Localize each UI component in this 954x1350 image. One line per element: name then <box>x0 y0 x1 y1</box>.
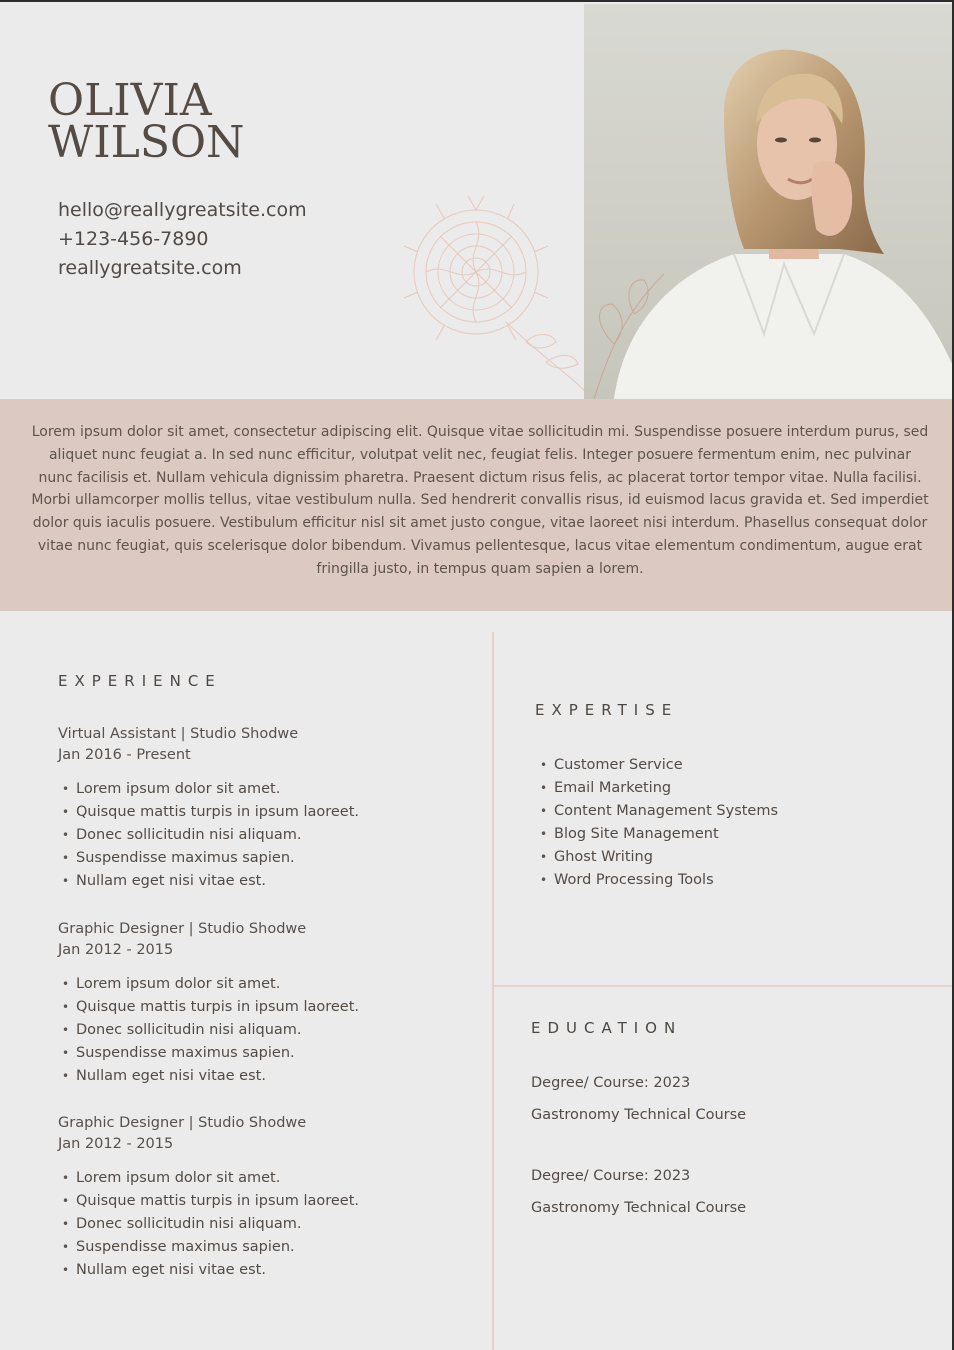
flower-illustration-icon <box>396 192 596 402</box>
job-bullets <box>58 778 359 893</box>
list-item: • Suspendisse maximus sapien. <box>62 1236 359 1259</box>
list-item: • Word Processing Tools <box>540 869 778 892</box>
list-item: • Suspendisse maximus sapien. <box>62 1042 359 1065</box>
first-name: OLIVIA <box>48 75 212 126</box>
profile-photo <box>584 4 952 399</box>
candidate-name <box>48 75 245 168</box>
job-dates: Jan 2012 - 2015 <box>58 942 174 958</box>
website-text: reallygreatsite.com <box>58 257 242 279</box>
list-item: • Quisque mattis turpis in ipsum laoreet. <box>62 996 359 1019</box>
job-entry <box>58 919 359 1088</box>
job-role: Graphic Designer | Studio Shodwe <box>58 921 307 937</box>
list-item: • Quisque mattis turpis in ipsum laoreet. <box>62 801 359 824</box>
job-role: Graphic Designer | Studio Shodwe <box>58 1115 307 1131</box>
profile-summary: Lorem ipsum dolor sit amet, consectetur adipiscing elit. Quisque vitae sollicitudin mi. Suspendisse posuere interdum purus, sed aliquet nunc feugiat a. In sed nunc efficitur, volutpat velit nec, feugiat felis. Integer posuere fermentum enim, nec pulvinar nunc facilisis et. Nullam vehicula dignissim pharetra. Praesent dictum risus felis, ac placerat tortor tempor vitae. Nulla facilisi. Morbi ullamcorper mollis tellus, vitae vestibulum nulla. Sed hendrerit convallis risus, id euismod lacus gravida et. Sed imperdiet dolor quis iaculis posuere. Vestibulum efficitur nisl sit amet justo congue, vitae laoreet nisi interdum. Phasellus consequat dolor vitae nunc feugiat, quis scelerisque dolor bibendum. Vivamus pellentesque, lacus vitae elementum condimentum, augue erat fringilla justo, in tempus quam sapien a lorem. <box>31 424 929 577</box>
list-item: • Lorem ipsum dolor sit amet. <box>62 778 359 801</box>
list-item: • Donec sollicitudin nisi aliquam. <box>62 824 359 847</box>
list-item: • Nullam eget nisi vitae est. <box>62 1065 359 1088</box>
list-item: • Ghost Writing <box>540 846 778 869</box>
column-divider <box>492 632 494 1350</box>
job-bullets <box>58 973 359 1088</box>
experience-heading: EXPERIENCE <box>58 672 222 690</box>
list-item: • Donec sollicitudin nisi aliquam. <box>62 1019 359 1042</box>
list-item: • Email Marketing <box>540 777 778 800</box>
expertise-heading: EXPERTISE <box>535 701 679 719</box>
list-item: • Donec sollicitudin nisi aliquam. <box>62 1213 359 1236</box>
job-dates: Jan 2016 - Present <box>58 747 191 763</box>
list-item: • Nullam eget nisi vitae est. <box>62 870 359 893</box>
education-entry <box>531 1165 746 1219</box>
list-item: • Nullam eget nisi vitae est. <box>62 1259 359 1282</box>
education-entry <box>531 1072 746 1126</box>
list-item: • Quisque mattis turpis in ipsum laoreet. <box>62 1190 359 1213</box>
list-item: • Blog Site Management <box>540 823 778 846</box>
summary-band <box>0 399 952 611</box>
list-item: • Lorem ipsum dolor sit amet. <box>62 1167 359 1190</box>
list-item: • Content Management Systems <box>540 800 778 823</box>
education-course: Gastronomy Technical Course <box>531 1200 747 1216</box>
education-degree: Degree/ Course: 2023 <box>531 1075 691 1091</box>
expertise-list <box>540 754 778 892</box>
job-entry <box>58 1113 359 1282</box>
list-item: • Lorem ipsum dolor sit amet. <box>62 973 359 996</box>
job-bullets <box>58 1167 359 1282</box>
list-item: • Customer Service <box>540 754 778 777</box>
job-role: Virtual Assistant | Studio Shodwe <box>58 726 299 742</box>
email-text: hello@reallygreatsite.com <box>58 199 307 221</box>
last-name: WILSON <box>48 117 245 168</box>
education-heading: EDUCATION <box>531 1019 683 1037</box>
list-item: • Suspendisse maximus sapien. <box>62 847 359 870</box>
phone-text: +123-456-7890 <box>58 228 209 250</box>
portrait-photo-icon <box>584 4 952 399</box>
section-divider <box>494 985 952 987</box>
contact-info <box>58 196 307 283</box>
education-degree: Degree/ Course: 2023 <box>531 1168 691 1184</box>
education-course: Gastronomy Technical Course <box>531 1107 747 1123</box>
job-entry <box>58 724 359 893</box>
job-dates: Jan 2012 - 2015 <box>58 1136 174 1152</box>
